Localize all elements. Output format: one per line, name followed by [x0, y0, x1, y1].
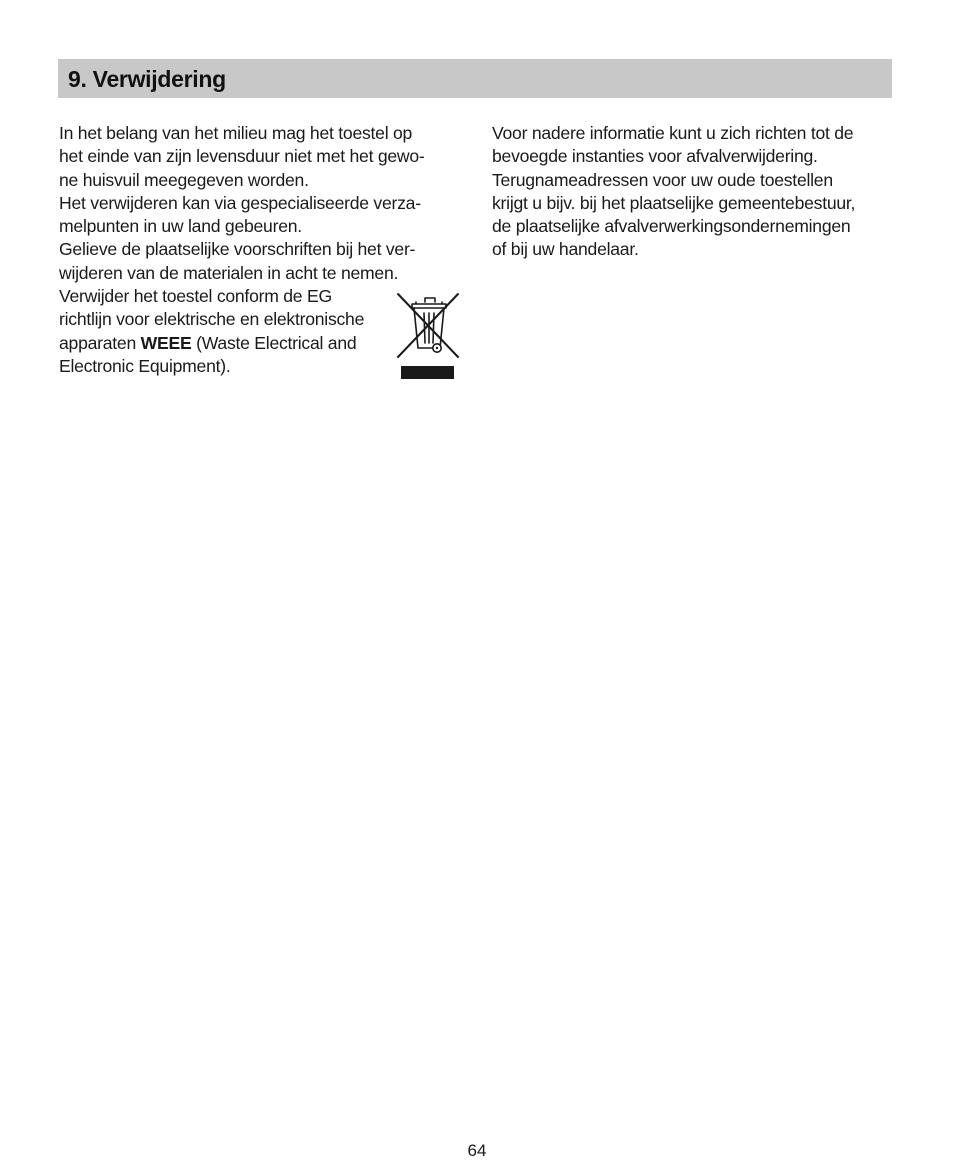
section-header — [58, 59, 892, 98]
section-title: 9. Verwijdering — [68, 66, 226, 92]
paragraph-line: bevoegde instanties voor afvalverwijdering. — [492, 146, 818, 167]
paragraph-line: In het belang van het milieu mag het toestel op — [59, 123, 413, 143]
paragraph-line: wijderen van de materialen in acht te nemen. — [59, 262, 399, 283]
paragraph-line: krijgt u bijv. bij het plaatselijke gemeentebestuur, — [492, 192, 856, 213]
paragraph-line: Gelieve de plaatselijke voorschriften bij het ver- — [59, 239, 416, 260]
paragraph-line: Electronic Equipment). — [59, 355, 231, 376]
paragraph-line: Verwijder het toestel conform de EG — [59, 286, 332, 307]
paragraph-line: het einde van zijn levensduur niet met het gewo- — [59, 146, 425, 167]
paragraph-line: Het verwijderen kan via gespecialiseerde verza- — [59, 192, 421, 213]
paragraph-line: of bij uw handelaar. — [492, 239, 639, 260]
weee-acronym: WEEE — [140, 332, 192, 353]
paragraph-line: de plaatselijke afvalverwerkingsondernemingen — [492, 216, 851, 237]
paragraph-line: Voor nadere informatie kunt u zich richten tot de — [492, 123, 854, 143]
paragraph-line: ne huisvuil meegegeven worden. — [59, 169, 309, 190]
weee-line-suffix: (Waste Electrical and — [191, 332, 357, 353]
paragraph-line: richtlijn voor elektrische en elektronische — [59, 309, 365, 330]
paragraph-line: Terugnameadressen voor uw oude toestellen — [492, 169, 833, 190]
paragraph-line: melpunten in uw land gebeuren. — [59, 216, 302, 237]
weee-line-prefix: apparaten — [59, 332, 141, 353]
right-column — [492, 122, 902, 262]
page-number: 64 — [467, 1141, 487, 1160]
crossed-out-wheelie-bin-icon — [396, 291, 462, 381]
